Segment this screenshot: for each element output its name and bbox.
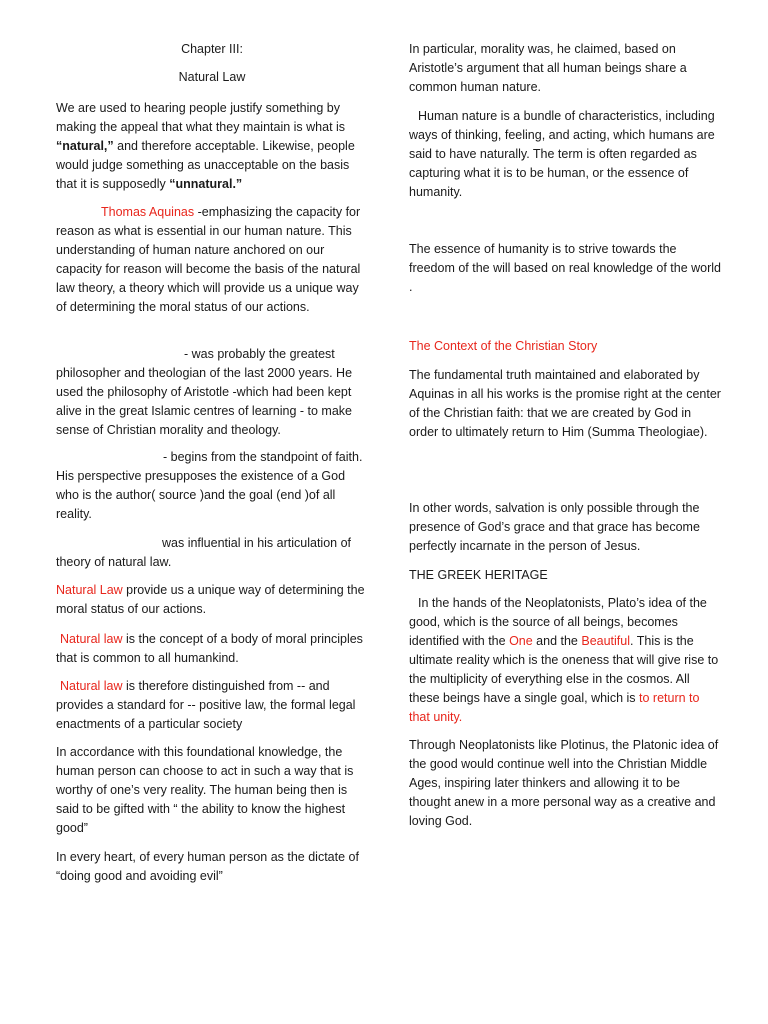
plotinus-paragraph: Through Neoplatonists like Plotinus, the Platonic idea of the good would continue well into the Christian Middle Ages, inspiring later thinkers and allowing it to be thought anew in a more personal way as a creative and loving God. — [409, 738, 719, 828]
natural-law-text-1: provide us a unique way of determining the moral status of our actions. — [56, 583, 365, 616]
aquinas-text: -emphasizing the capacity for reason as what is essential in our human nature. This understanding of human nature anchored on our capacity for reason will become the basis of the natural law theory, a theory which will provide us a unique way of determining the moral status of our actions. — [56, 205, 361, 314]
faith-text: - begins from the standpoint of faith. His perspective presupposes the existence of a God who is the author( source )and the goal (end )of all reality. — [56, 450, 363, 521]
intro-paragraph — [56, 99, 368, 194]
philosopher-paragraph — [56, 345, 368, 440]
natural-law-term-3: Natural law — [60, 679, 123, 693]
morality-paragraph: In particular, morality was, he claimed, based on Aristotle’s argument that all human beings share a common human nature. — [409, 42, 687, 94]
neoplatonists-text-1: In the hands of the Neoplatonists, Plato’s idea of the good, which is the source of all beings, becomes identified with the — [409, 596, 707, 648]
influential-paragraph — [56, 534, 368, 572]
aquinas-paragraph — [56, 203, 368, 317]
salvation-paragraph: In other words, salvation is only possible through the presence of God’s grace and that grace has become perfectly incarnate in the person of Jesus. — [409, 501, 700, 553]
aquinas-name: Thomas Aquinas — [101, 205, 195, 219]
neoplatonists-paragraph — [409, 594, 721, 727]
foundational-paragraph: In accordance with this foundational knowledge, the human person can choose to act in such a way that is worthy of one’s very reality. The human being then is said to be gifted with “ the ability to know the highest good” — [56, 745, 354, 835]
natural-law-text-2: is the concept of a body of moral principles that is common to all humankind. — [56, 632, 363, 665]
natural-quote: “natural,” — [56, 139, 114, 153]
beautiful-term: Beautiful — [581, 634, 631, 648]
one-term: One — [509, 634, 533, 648]
natural-law-term-2: Natural law — [60, 632, 123, 646]
natural-law-paragraph-2 — [56, 630, 368, 668]
neoplatonists-text-2: and the — [532, 634, 582, 648]
essence-paragraph: The essence of humanity is to strive towards the freedom of the will based on real knowledge of the world . — [409, 242, 721, 294]
human-nature-paragraph — [409, 107, 721, 202]
intro-text-1: We are used to hearing people justify something by making the appeal that what they maintain is what is — [56, 101, 346, 134]
influential-text: was influential in his articulation of theory of natural law. — [56, 536, 351, 569]
chapter-subtitle: Natural Law — [178, 70, 246, 84]
fundamental-paragraph: The fundamental truth maintained and elaborated by Aquinas in all his works is the promise right at the center of the Christian faith: that we are created by God in order to ultimately return to Him (Summa Theologiae). — [409, 368, 721, 439]
philosopher-text: - was probably the greatest philosopher and theologian of the last 2000 years. He used the philosophy of Aristotle -which had been kept alive in the great Islamic centres of learning - to make sense of Christian morality and theology. — [56, 347, 353, 437]
natural-law-paragraph-3 — [56, 677, 368, 734]
faith-paragraph — [56, 448, 368, 524]
return-to-unity: to return to that unity. — [409, 691, 700, 724]
natural-law-term-1: Natural Law — [56, 583, 123, 597]
intro-text-2: and therefore acceptable. Likewise, people would judge something as unacceptable on the basis that it is supposedly — [56, 139, 355, 191]
greek-heading: THE GREEK HERITAGE — [409, 568, 548, 582]
natural-law-text-3: is therefore distinguished from -- and provides a standard for -- positive law, the formal legal enactments of a particular society — [56, 679, 356, 731]
every-heart-paragraph: In every heart, of every human person as the dictate of “doing good and avoiding evil” — [56, 850, 359, 883]
chapter-title: Chapter III: — [181, 42, 243, 56]
neoplatonists-text-3: . This is the ultimate reality which is the oneness that will give rise to the multiplicity of everything else in the cosmos. All these beings have a single goal, which is — [409, 634, 719, 705]
natural-law-paragraph-1 — [56, 581, 368, 619]
unnatural-quote: “unnatural.” — [169, 177, 243, 191]
context-heading: The Context of the Christian Story — [409, 339, 598, 353]
human-nature-text: Human nature is a bundle of characteristics, including ways of thinking, feeling, and acting, which humans are said to have naturally. The term is often regarded as capturing what it is to be human, or the essence of humanity. — [409, 109, 715, 199]
